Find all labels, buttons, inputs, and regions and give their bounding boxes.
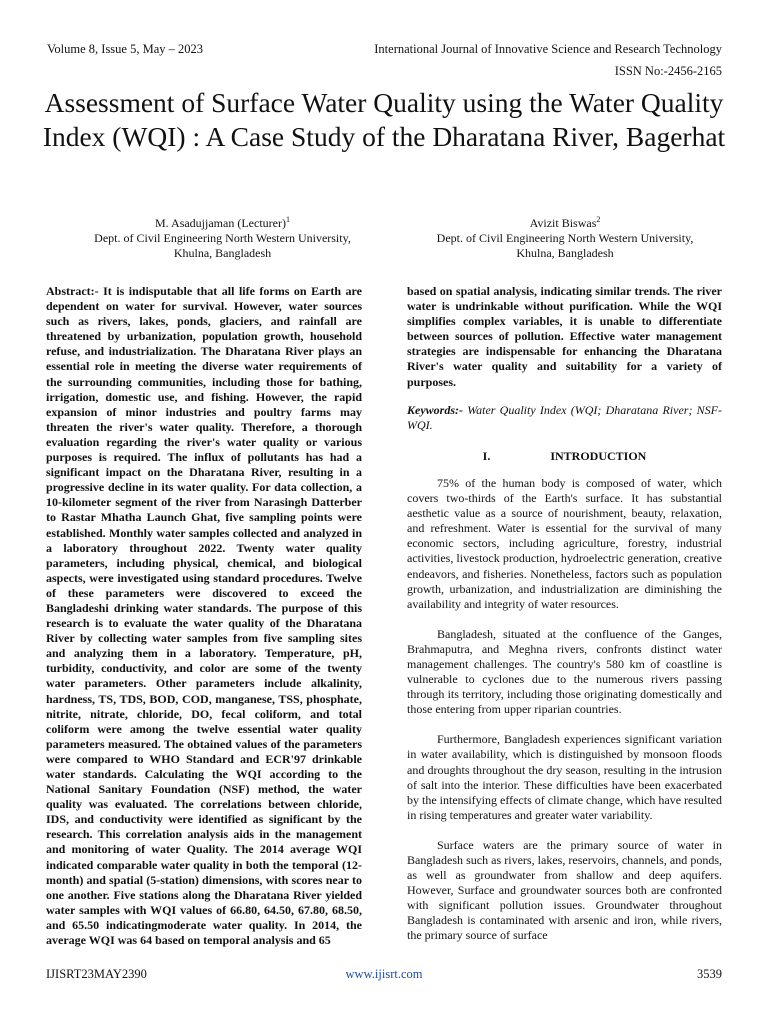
section-title: INTRODUCTION bbox=[550, 448, 647, 463]
footer-url[interactable]: www.ijisrt.com bbox=[345, 967, 423, 981]
intro-paragraph-2: Bangladesh, situated at the confluence of the Ganges, Brahmaputra, and Meghna rivers, confronts distinct water management challenges. The country's 580 km of coastline is vulnerable to cyclones due to the numerous rivers passing through its territory, including those originating domestically and those entering from upper riparian countries. bbox=[407, 626, 722, 717]
author-block-1 bbox=[60, 212, 385, 261]
author-name-1: M. Asadujjaman (Lecturer)$^1$ bbox=[155, 215, 290, 230]
intro-paragraph-3: Furthermore, Bangladesh experiences significant variation in water availability, which is distinguished by monsoon floods and droughts throughout the dry season, resulting in the intrusion of salt into the interior. These difficulties have been exacerbated by the intensifying effects of climate change, which have resulted in rising temperatures and greater water variability. bbox=[407, 732, 722, 822]
author-dept-2: Dept. of Civil Engineering North Western University, bbox=[436, 231, 694, 245]
abstract-continuation: based on spatial analysis, indicating similar trends. The river water is undrinkable without purification. While the WQI simplifies complex variables, it is unable to differentiate between sources of pollution. Effective water management strategies are indispensable for enhancing the Dharatana River's water quality and suitability for a variety of purposes. bbox=[407, 284, 722, 389]
author-sup-2: 2 bbox=[596, 215, 601, 224]
footer-page-number: 3539 bbox=[697, 967, 722, 981]
author-block-2 bbox=[400, 212, 730, 261]
intro-paragraph-1: 75% of the human body is composed of water, which covers two-thirds of the Earth's surface. It has substantial aesthetic value as a source of nourishment, beauty, relaxation, and refreshment. Water is essential for the survival of many economic sectors, including agriculture, forestry, industrial activities, livestock production, hydroelectric generation, creative endeavors, and fisheries. Nonetheless, factors such as population growth, urbanization, and industrialization are diminishing the availability and integrity of water resources. bbox=[407, 475, 722, 611]
header-journal: International Journal of Innovative Science and Research Technology bbox=[374, 42, 722, 56]
abstract-text: Abstract:- It is indisputable that all life forms on Earth are dependent on water for survival. However, water sources such as rivers, lakes, ponds, glaciers, and rainfall are threatened by urbanization, population growth, household refuse, and industrialization. The Dharatana River plays an essential role in meeting the diverse water requirements of the surrounding communities, including those for bathing, irrigation, domestic use, and fishing. However, the rapid expansion of minor industries and poultry farms may threaten the river's water quality. Therefore, a thorough evaluation regarding the river's water quality or various purposes is required. The influx of pollutants has had a significant impact on the Dharatana River, resulting in a progressive decline in its water quality. For data collection, a 10-kilometer segment of the river from Narasingh Datterber to Rastar Mhatha Launch Ghat, five sampling points were established. Monthly water samples collected and analyzed in a laboratory throughout 2022. Twenty water quality parameters, including physical, chemical, and biological aspects, were investigated using standard procedures. Twelve of these parameters were discovered to exceed the Bangladeshi drinking water standards. The purpose of this research is to evaluate the water quality of the Dharatana River by collecting water samples from five sampling sites and analyzing them in a laboratory. Temperature, pH, turbidity, conductivity, and color are some of the twenty water parameters. Other parameters include alkalinity, hardness, TS, TDS, BOD, COD, manganese, TSS, phosphate, nitrite, nitrate, chloride, DO, fecal coliform, and total coliform were among the twelve essential water quality parameters measured. The obtained values of the parameters were compared to WHO Standard and ECR'97 drinkable water standards. Calculating the WQI according to the National Sanitary Foundation (NSF) method, the water quality was evaluated. The correlations between chloride, IDS, and conductivity were identified as significant by the research. This correlation analysis aids in the management and monitoring of water Quality. The 2014 average WQI indicated comparable water quality in both the temporal (12-month) and spatial (5-station) dimensions, with scores near to one another. Five stations along the Dharatana River yielded water samples with WQI values of 66.80, 64.50, 67.80, 68.50, and 65.50 indicatingmoderate water quality. In 2014, the average WQI was 64 based on temporal analysis and 65 bbox=[46, 284, 362, 948]
keywords-label: Keywords:- bbox=[407, 402, 463, 417]
keywords bbox=[407, 403, 722, 433]
left-column bbox=[46, 284, 362, 948]
author-dept-1: Dept. of Civil Engineering North Western University, bbox=[94, 231, 351, 245]
section-number: I. bbox=[482, 448, 491, 463]
header-volume: Volume 8, Issue 5, May – 2023 bbox=[47, 42, 204, 56]
paper-title: Assessment of Surface Water Quality using the Water Quality Index (WQI) : A Case Study of the Dharatana River, Bagerhat bbox=[42, 87, 726, 152]
footer-id: IJISRT23MAY2390 bbox=[46, 967, 147, 981]
section-heading bbox=[407, 449, 722, 464]
author-city-2: Khulna, Bangladesh bbox=[516, 246, 614, 260]
right-column bbox=[407, 284, 722, 944]
keywords-text: Water Quality Index (WQI; Dharatana River; NSF-WQI. bbox=[407, 402, 722, 432]
author-sup-1: 1 bbox=[285, 215, 290, 224]
header-issn: ISSN No:-2456-2165 bbox=[614, 64, 722, 78]
intro-paragraph-4: Surface waters are the primary source of water in Bangladesh such as rivers, lakes, reservoirs, channels, and ponds, as well as groundwater from shallow and deep aquifers. However, Surface and groundwater sources both are confronted with significant pollution issues. Groundwater throughout Bangladesh is contaminated with arsenic and iron, while rivers, the primary source of surface bbox=[407, 837, 722, 943]
author-city-1: Khulna, Bangladesh bbox=[173, 246, 272, 260]
author-name-2: Avizit Biswas$^2$ bbox=[529, 215, 601, 230]
